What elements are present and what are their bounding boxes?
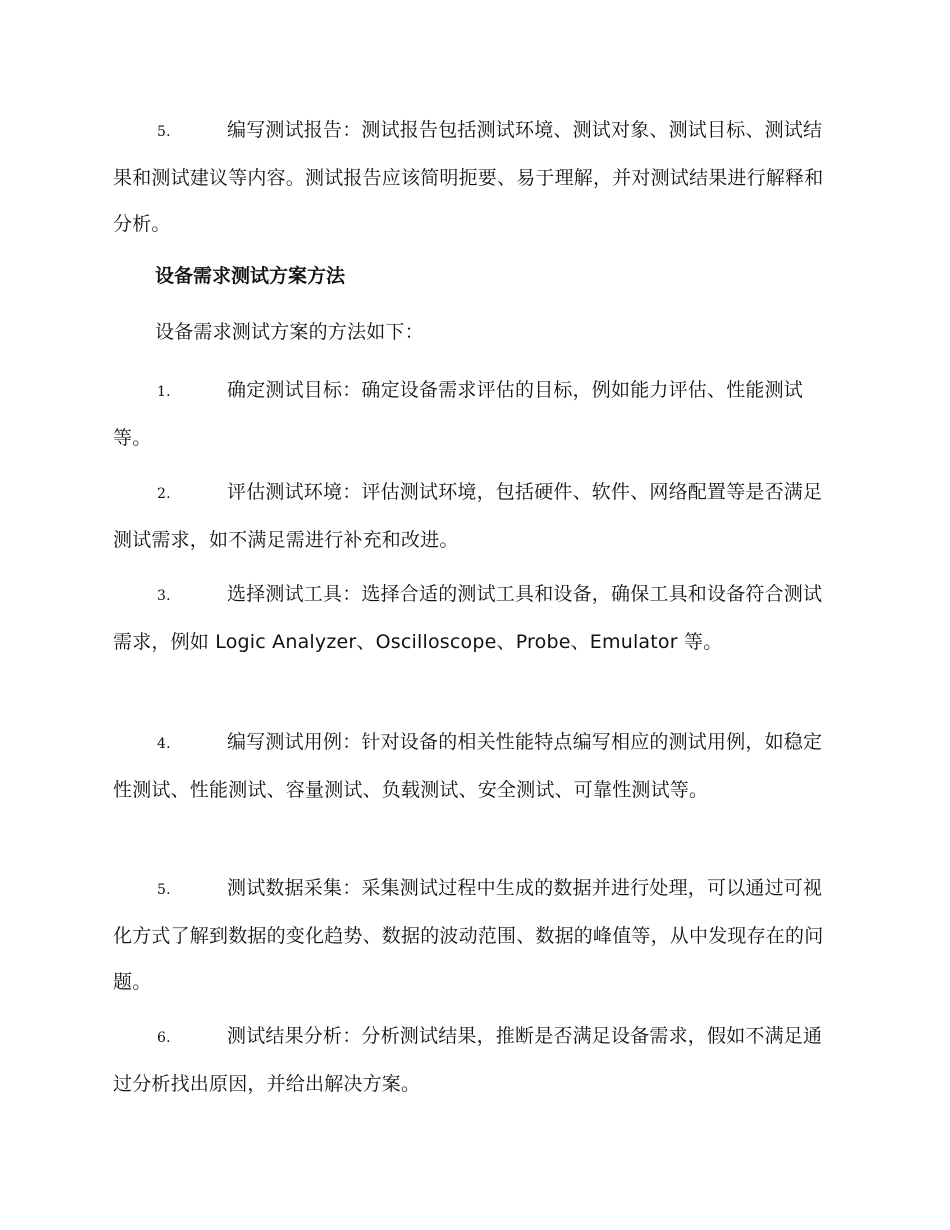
list-text: 评估测试环境：评估测试环境，包括硬件、软件、网络配置等是否满足测试需求，如不满足需进行补充和改进。 <box>113 481 823 551</box>
list-text: 编写测试用例：针对设备的相关性能特点编写相应的测试用例，如稳定性测试、性能测试、容量测试、负载测试、安全测试、可靠性测试等。 <box>113 731 823 801</box>
list-item <box>113 107 835 247</box>
list-text: 测试结果分析：分析测试结果，推断是否满足设备需求，假如不满足通过分析找出原因，并给出解决方案。 <box>113 1025 823 1095</box>
section-heading: 设备需求测试方案方法 <box>155 265 346 287</box>
list-text: 编写测试报告：测试报告包括测试环境、测试对象、测试目标、测试结果和测试建议等内容。测试报告应该简明扼要、易于理解，并对测试结果进行解释和分析。 <box>113 119 824 235</box>
list-number: 6. <box>157 1030 171 1046</box>
list-item <box>113 367 835 461</box>
section-heading-block <box>113 253 835 299</box>
list-item <box>113 1013 835 1107</box>
list-item <box>113 865 835 1005</box>
list-number: 1. <box>157 384 171 400</box>
list-number: 5. <box>157 124 171 140</box>
list-text: 测试数据采集：采集测试过程中生成的数据并进行处理，可以通过可视化方式了解到数据的变化趋势、数据的波动范围、数据的峰值等，从中发现存在的问题。 <box>113 877 824 993</box>
list-text: 确定测试目标：确定设备需求评估的目标，例如能力评估、性能测试等。 <box>113 379 804 449</box>
list-item <box>113 469 835 563</box>
list-number: 4. <box>157 736 171 752</box>
list-number: 2. <box>157 486 171 502</box>
list-item <box>113 719 835 813</box>
list-text: 选择测试工具：选择合适的测试工具和设备，确保工具和设备符合测试需求，例如 Logic Analyzer、Oscilloscope、Probe、Emulator 等。 <box>113 583 823 653</box>
intro-block <box>113 309 835 355</box>
list-number: 3. <box>157 588 171 604</box>
list-item <box>113 571 835 665</box>
intro-paragraph: 设备需求测试方案的方法如下： <box>155 321 424 343</box>
list-number: 5. <box>157 882 171 898</box>
